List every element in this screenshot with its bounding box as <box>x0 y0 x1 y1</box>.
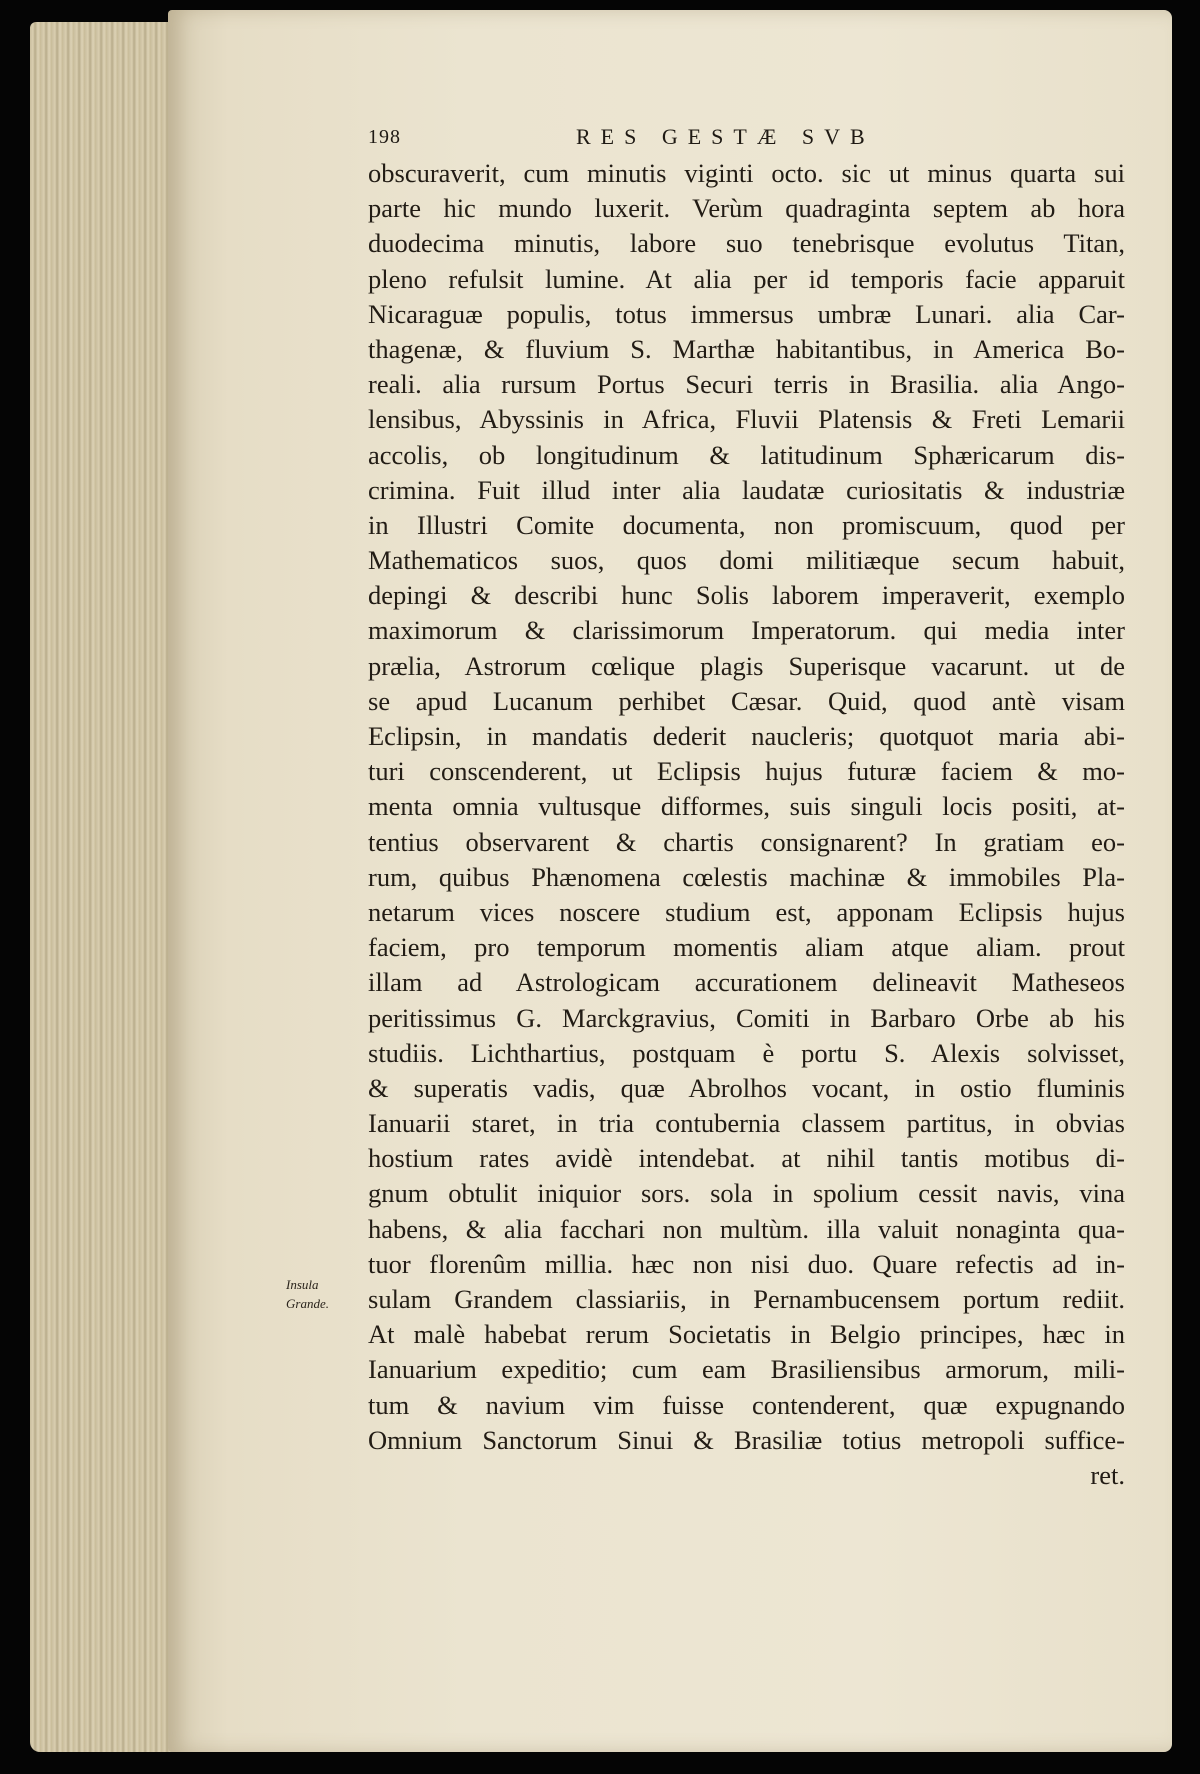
text-line: Nicaraguæ populis, totus immersus umbræ Lunari. alia Car- <box>368 298 1125 329</box>
margin-note-line: Insula <box>286 1277 319 1292</box>
text-line: accolis, ob longitudinum & latitudinum Sphæricarum dis- <box>368 439 1125 470</box>
text-line: At malè habebat rerum Societatis in Belgio principes, hæc in <box>368 1319 1125 1350</box>
text-line: faciem, pro temporum momentis aliam atque aliam. prout <box>368 932 1125 963</box>
text-line: prælia, Astrorum cœlique plagis Superisque vacarunt. ut de <box>368 650 1125 681</box>
text-line: se apud Lucanum perhibet Cæsar. Quid, quod antè visam <box>368 685 1125 716</box>
running-head: RES GESTÆ SVB <box>576 124 875 149</box>
text-line: crimina. Fuit illud inter alia laudatæ curiositatis & industriæ <box>368 474 1125 505</box>
text-line: hostium rates avidè intendebat. at nihil tantis motibus di- <box>368 1143 1125 1174</box>
text-line: Mathematicos suos, quos domi militiæque secum habuit, <box>368 545 1125 576</box>
text-line: pleno refulsit lumine. At alia per id temporis facie apparuit <box>368 263 1125 294</box>
text-line: thagenæ, & fluvium S. Marthæ habitantibus, in America Bo- <box>368 333 1125 364</box>
text-line: in Illustri Comite documenta, non promiscuum, quod per <box>368 509 1125 540</box>
text-line: peritissimus G. Marckgravius, Comiti in Barbaro Orbe ab his <box>368 1002 1125 1033</box>
margin-note <box>286 1275 356 1313</box>
text-line: maximorum & clarissimorum Imperatorum. qui media inter <box>368 615 1125 646</box>
text-line: habens, & alia facchari non multùm. illa valuit nonaginta qua- <box>368 1213 1125 1244</box>
margin-note-line: Grande. <box>286 1296 329 1311</box>
text-line: gnum obtulit iniquior sors. sola in spolium cessit navis, vina <box>368 1178 1125 1209</box>
text-line: tum & navium vim fuisse contenderent, quæ expugnando <box>368 1389 1125 1420</box>
body-text <box>368 156 1125 1493</box>
page-number: 198 <box>368 126 401 148</box>
text-line: Ianuarium expeditio; cum eam Brasiliensibus armorum, mili- <box>368 1354 1125 1385</box>
text-line: reali. alia rursum Portus Securi terris in Brasilia. alia Ango- <box>368 369 1125 400</box>
text-line: Omnium Sanctorum Sinui & Brasiliæ totius metropoli suffice- <box>368 1424 1125 1455</box>
text-line: studiis. Lichthartius, postquam è portu S. Alexis solvisset, <box>368 1037 1125 1068</box>
text-line: netarum vices noscere studium est, apponam Eclipsis hujus <box>368 896 1125 927</box>
text-line: tuor florenûm millia. hæc non nisi duo. Quare refectis ad in- <box>368 1248 1125 1279</box>
text-line: Ianuarii staret, in tria contubernia classem partitus, in obvias <box>368 1108 1125 1139</box>
text-line: menta omnia vultusque difformes, suis singuli locis positi, at- <box>368 791 1125 822</box>
page-header <box>368 124 1128 154</box>
text-line: lensibus, Abyssinis in Africa, Fluvii Platensis & Freti Lemarii <box>368 404 1125 435</box>
text-line: & superatis vadis, quæ Abrolhos vocant, in ostio fluminis <box>368 1072 1125 1103</box>
text-line: sulam Grandem classiariis, in Pernambucensem portum rediit. <box>368 1284 1125 1314</box>
text-line: parte hic mundo luxerit. Verùm quadraginta septem ab hora <box>368 193 1125 224</box>
text-line: Eclipsin, in mandatis dederit naucleris; quotquot maria abi- <box>368 721 1125 751</box>
text-line: turi conscenderent, ut Eclipsis hujus futuræ faciem & mo- <box>368 756 1125 787</box>
text-line: duodecima minutis, labore suo tenebrisque evolutus Titan, <box>368 228 1125 259</box>
text-line: tentius observarent & chartis consignarent? In gratiam eo- <box>368 826 1125 857</box>
text-line: illam ad Astrologicam accurationem delineavit Matheseos <box>368 967 1125 998</box>
text-line: rum, quibus Phænomena cœlestis machinæ & immobiles Pla- <box>368 861 1125 892</box>
text-line: depingi & describi hunc Solis laborem imperaverit, exemplo <box>368 580 1125 611</box>
text-line: obscuraverit, cum minutis viginti octo. sic ut minus quarta sui <box>368 158 1125 188</box>
text-line: ret. <box>1090 1459 1125 1490</box>
page-edges <box>30 22 180 1752</box>
